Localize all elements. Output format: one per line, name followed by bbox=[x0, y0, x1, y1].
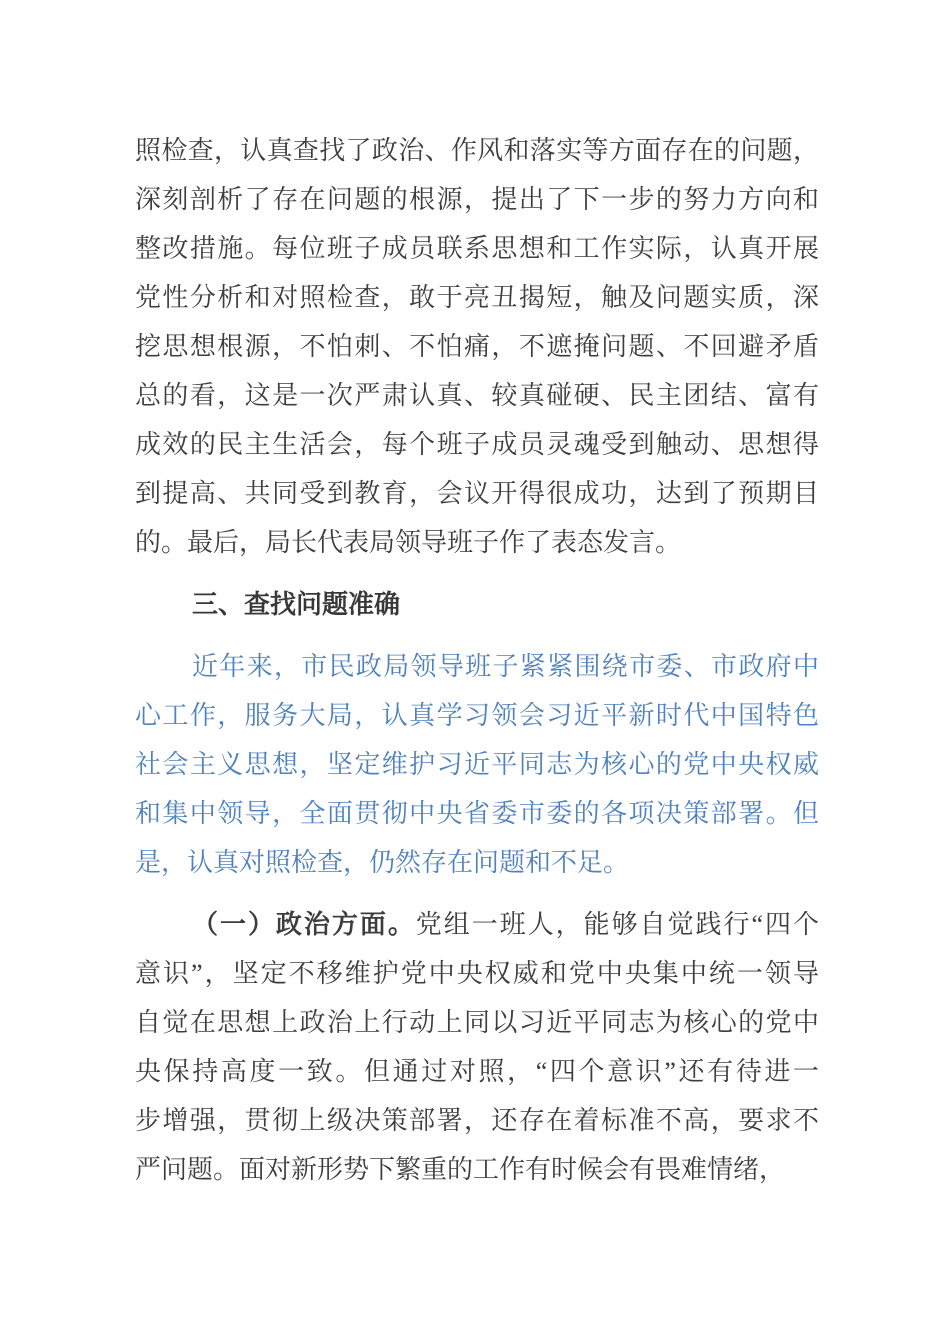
text-line: 步增强，贯彻上级决策部署，还存在着标准不高，要求不 bbox=[135, 1106, 819, 1135]
text-line: 和集中领导，全面贯彻中央省委市委的各项决策部署。但 bbox=[135, 799, 819, 828]
text-line: 党性分析和对照检查，敢于亮丑揭短，触及问题实质，深 bbox=[135, 283, 819, 312]
paragraph-political-aspect bbox=[135, 900, 819, 1194]
text-line: 近年来，市民政局领导班子紧紧围绕市委、市政府中 bbox=[192, 652, 819, 681]
text-line: 央保持高度一致。但通过对照，“四个意识”还有待进一 bbox=[135, 1057, 819, 1086]
text-line: 成效的民主生活会，每个班子成员灵魂受到触动、思想得 bbox=[135, 430, 819, 459]
text-line: 整改措施。每位班子成员联系思想和工作实际，认真开展 bbox=[135, 234, 819, 263]
paragraph-lead-label: （一）政治方面。 bbox=[192, 910, 416, 939]
text-line: 挖思想根源，不怕刺、不怕痛，不遮掩问题、不回避矛盾 bbox=[135, 332, 819, 361]
paragraph-lead-text: 党组一班人，能够自觉践行“四个 bbox=[415, 910, 819, 939]
text-line: 社会主义思想，坚定维护习近平同志为核心的党中央权威 bbox=[135, 750, 819, 779]
text-line: 深刻剖析了存在问题的根源，提出了下一步的努力方向和 bbox=[135, 185, 819, 214]
paragraph-meeting-summary bbox=[135, 126, 819, 567]
text-line: 总的看，这是一次严肃认真、较真碰硬、民主团结、富有 bbox=[135, 381, 819, 410]
text-line: 是，认真对照检查，仍然存在问题和不足。 bbox=[135, 848, 630, 877]
text-line: 照检查，认真查找了政治、作风和落实等方面存在的问题， bbox=[135, 136, 819, 165]
text-line: 自觉在思想上政治上行动上同以习近平同志为核心的党中 bbox=[135, 1008, 819, 1037]
text-line: 的。最后，局长代表局领导班子作了表态发言。 bbox=[135, 528, 682, 557]
text-line: 心工作，服务大局，认真学习领会习近平新时代中国特色 bbox=[135, 701, 819, 730]
section-heading: 三、查找问题准确 bbox=[192, 590, 401, 619]
text-line: 严问题。面对新形势下繁重的工作有时候会有畏难情绪， bbox=[135, 1155, 786, 1184]
paragraph-recent-years bbox=[135, 642, 819, 887]
text-line: 到提高、共同受到教育，会议开得很成功，达到了预期目 bbox=[135, 479, 819, 508]
text-line: 意识”，坚定不移维护党中央权威和党中央集中统一领导 bbox=[135, 959, 819, 988]
text-line bbox=[135, 900, 819, 949]
document-content bbox=[135, 126, 819, 1194]
